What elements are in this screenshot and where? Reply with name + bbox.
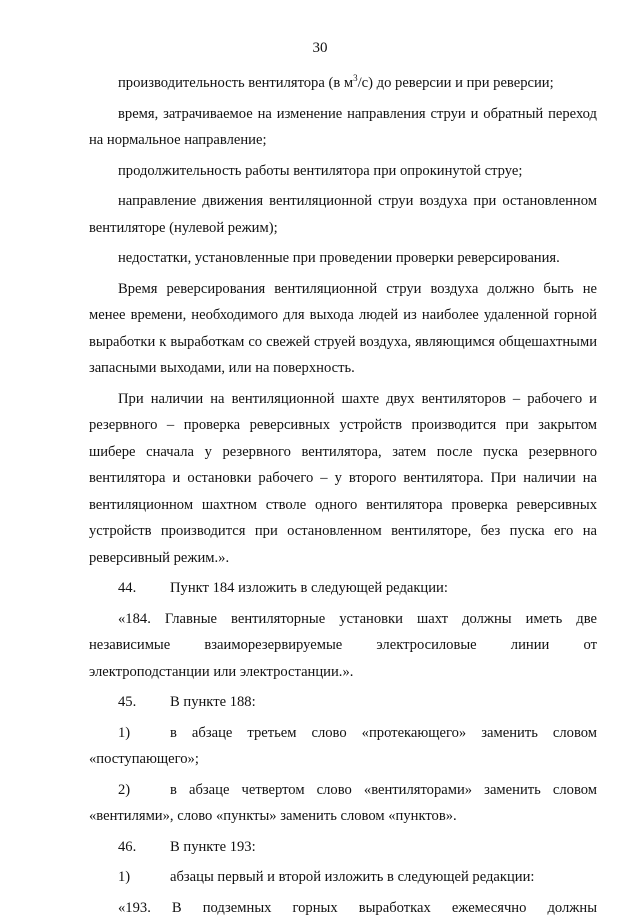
item-number: 46. <box>118 834 170 861</box>
paragraph-184: «184. Главные вентиляторные установки шахт должны иметь две независимые взаиморезервируемые электросиловые линии от электроподстанции или электростанции.». <box>89 606 597 686</box>
subitem-46-1 <box>89 864 597 891</box>
item-number: 44. <box>118 575 170 602</box>
paragraph-duration: продолжительность работы вентилятора при опрокинутой струе; <box>89 158 597 185</box>
item-46 <box>89 834 597 861</box>
item-number: 2) <box>118 777 170 804</box>
item-45 <box>89 689 597 716</box>
item-text: в абзаце четвертом слово «вентиляторами» заменить словом «вентилями», слово «пункты» заменить словом «пунктов». <box>89 782 597 825</box>
paragraph-direction: направление движения вентиляционной струи воздуха при остановленном вентиляторе (нулевой режим); <box>89 188 597 241</box>
subitem-45-2 <box>89 777 597 830</box>
paragraph-defects: недостатки, установленные при проведении проверки реверсирования. <box>89 245 597 272</box>
paragraph-two-fans: При наличии на вентиляционной шахте двух вентиляторов – рабочего и резервного – проверка реверсивных устройств производится при закрытом шибере сначала у резервного вентилятора, затем после пуска резервного вентилятора и остановки рабочего – у второго вентилятора. При наличии на вентиляционном шахтном стволе одного вентилятора проверка реверсивных устройств производится при остановленном вентиляторе, без пуска его на реверсивный режим.». <box>89 386 597 572</box>
paragraph-fan-capacity <box>89 70 597 97</box>
superscript: 3 <box>353 73 358 83</box>
item-number: 1) <box>118 864 170 891</box>
paragraph-193: «193. В подземных горных выработках ежемесячно должны <box>89 895 597 921</box>
document-body <box>89 70 597 921</box>
paragraph-reversal-time: время, затрачиваемое на изменение направления струи и обратный переход на нормальное направление; <box>89 101 597 154</box>
item-number: 1) <box>118 720 170 747</box>
item-text: Пункт 184 изложить в следующей редакции: <box>170 580 448 596</box>
item-number: 45. <box>118 689 170 716</box>
subitem-45-1 <box>89 720 597 773</box>
item-text: В пункте 193: <box>170 839 256 855</box>
item-text: В пункте 188: <box>170 694 256 710</box>
page-number: 30 <box>0 40 640 57</box>
paragraph-text: производительность вентилятора (в м <box>118 75 353 91</box>
paragraph-text: /с) до реверсии и при реверсии; <box>358 75 554 91</box>
item-text: абзацы первый и второй изложить в следующей редакции: <box>170 869 534 885</box>
item-44 <box>89 575 597 602</box>
item-text: в абзаце третьем слово «протекающего» заменить словом «поступающего»; <box>89 725 597 768</box>
paragraph-reversal-requirement: Время реверсирования вентиляционной струи воздуха должно быть не менее времени, необходимого для выхода людей из наиболее удаленной горной выработки к выработкам со свежей струей воздуха, являющимся общешахтными запасными выходами, или на поверхность. <box>89 276 597 382</box>
